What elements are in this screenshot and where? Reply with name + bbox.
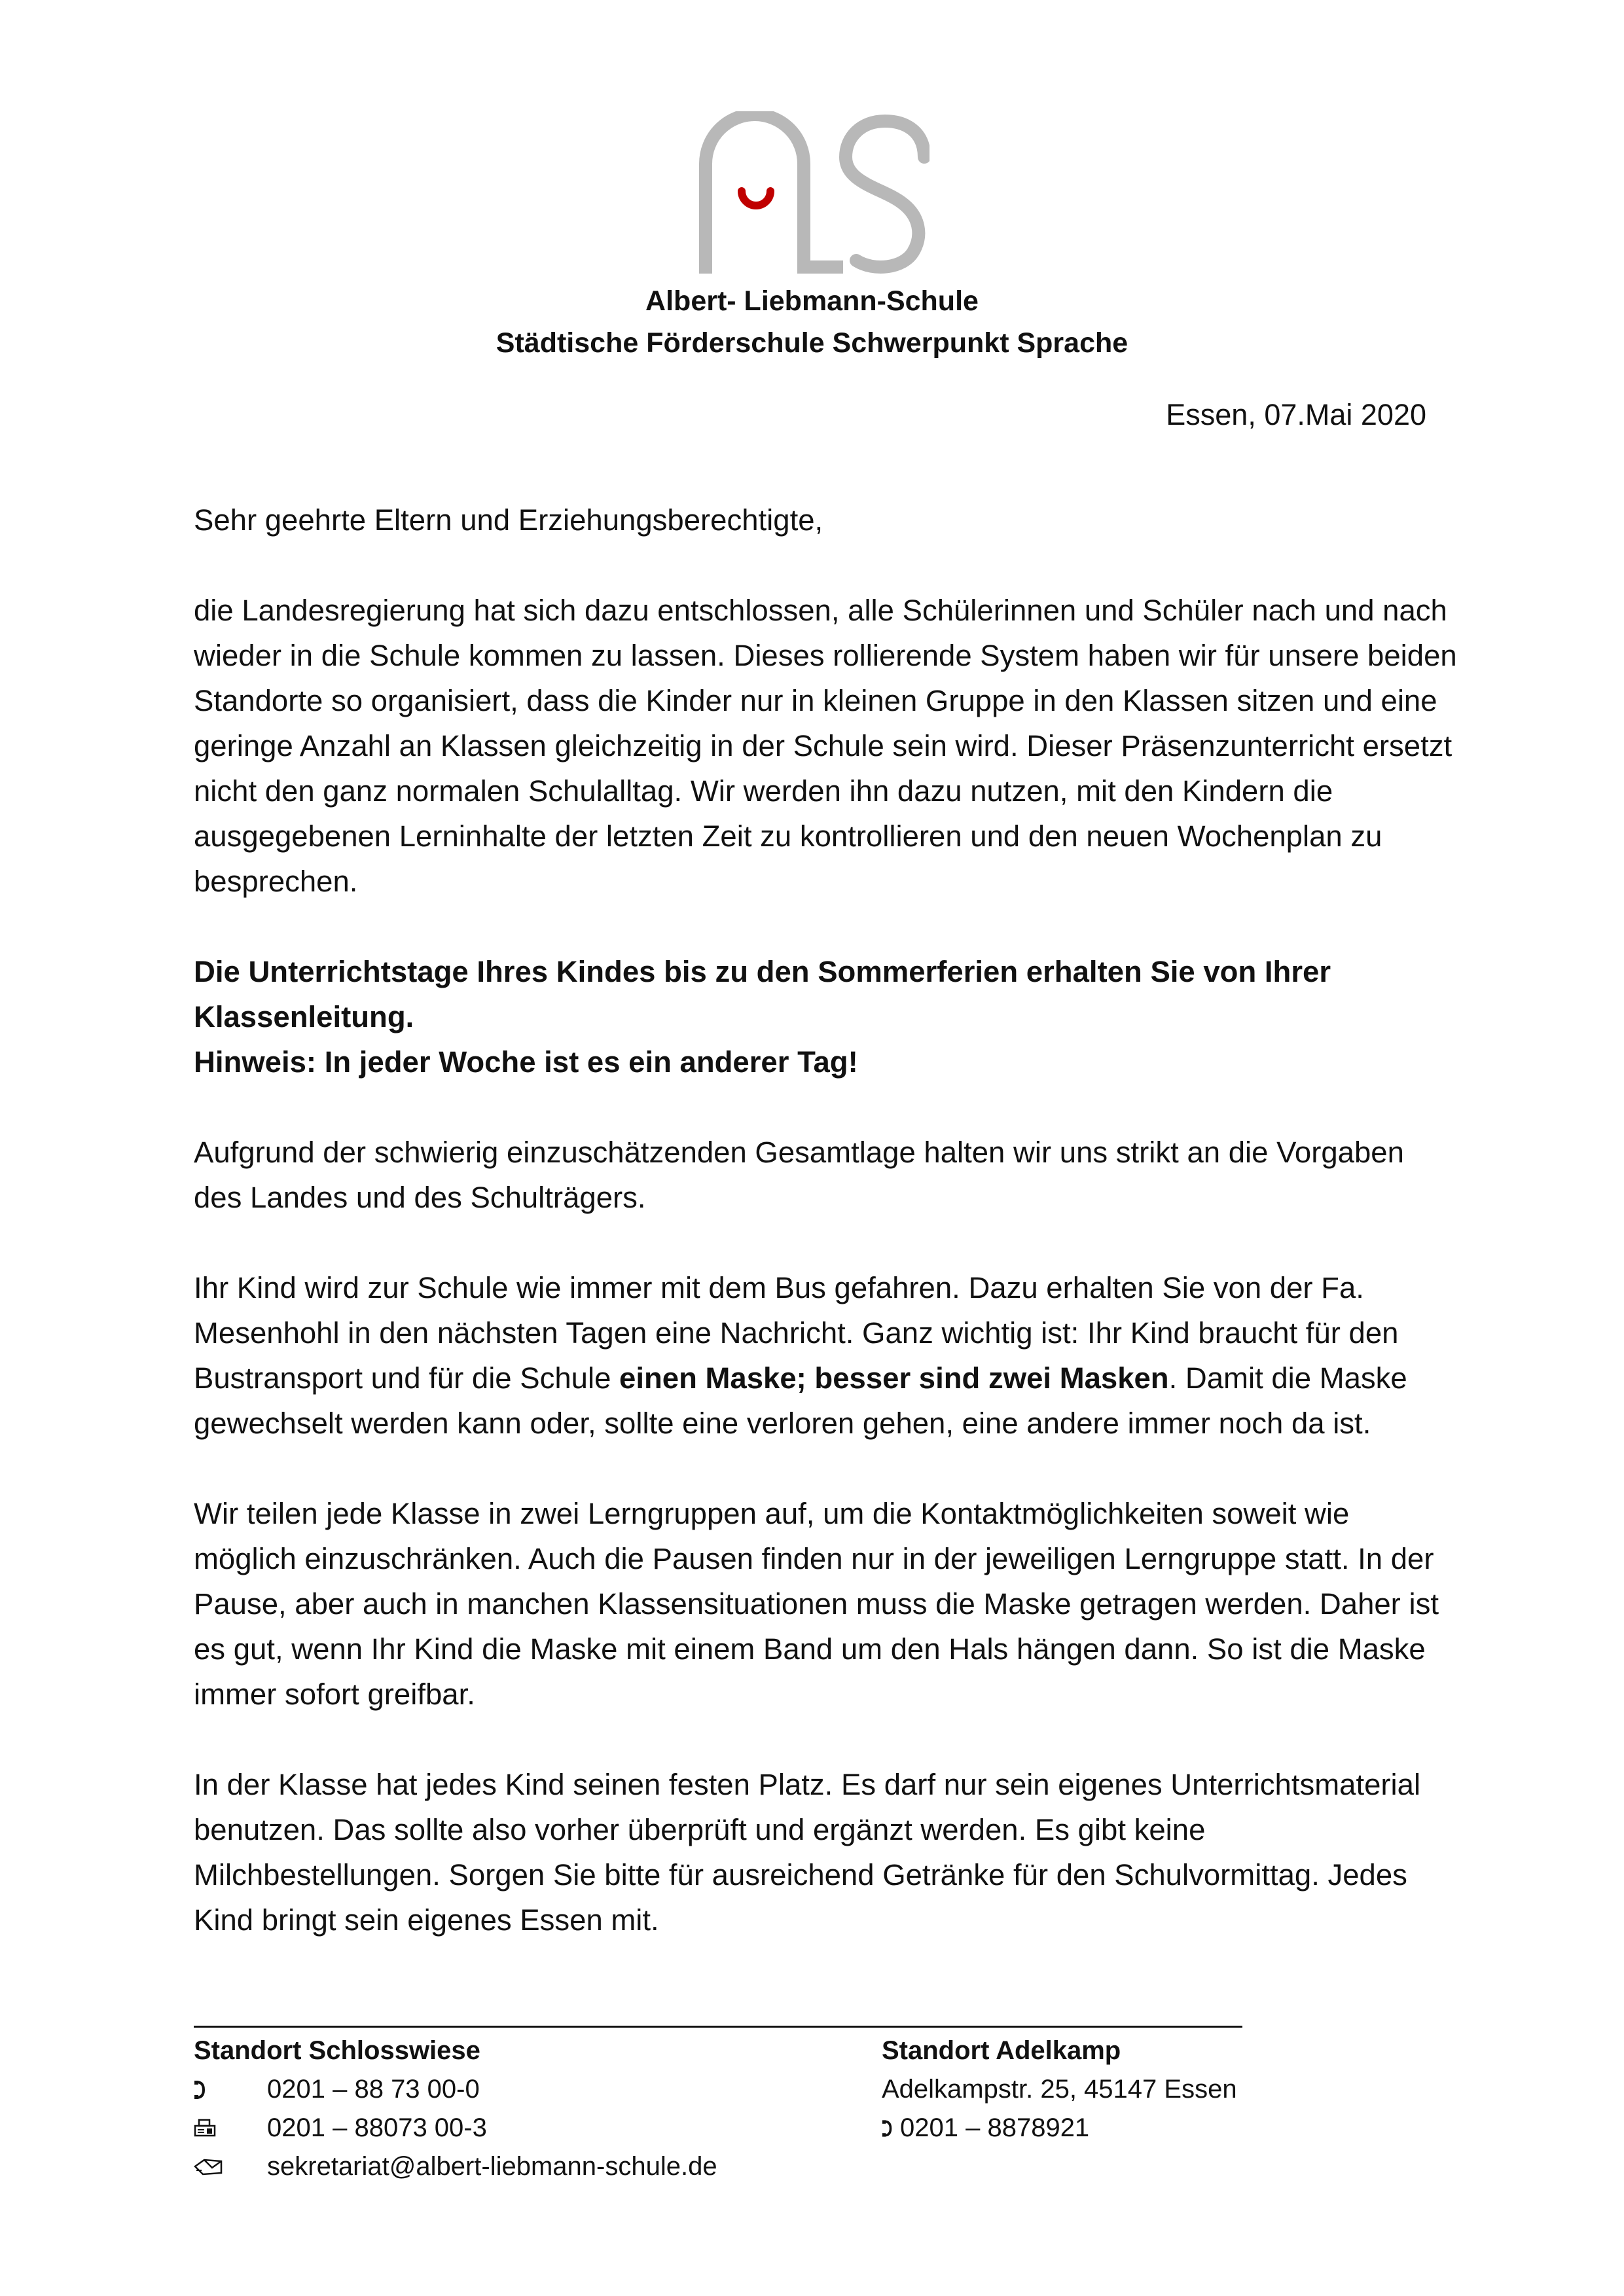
school-name: Albert- Liebmann-Schule	[645, 285, 979, 317]
footer-location-schlosswiese	[194, 2032, 835, 2186]
paragraph-intro: die Landesregierung hat sich dazu entschlossen, alle Schülerinnen und Schüler nach und nach wieder in die Schule kommen zu lassen. Dieses rollierende System haben wir für unsere beiden Standorte so organisiert, dass die Kinder nur in kleinen Gruppe in den Klassen sitzen und eine geringe Anzahl an Klassen gleichzeitig in der Schule sein wird. Dieser Präsenzunterricht ersetzt nicht den ganz normalen Schulalltag. Wir werden ihn dazu nutzen, mit den Kindern die ausgegebenen Lerninhalte der letzten Zeit zu kontrollieren und den neuen Wochenplan zu besprechen.	[194, 594, 1457, 898]
bus-text: Ihr Kind wird zur Schule wie immer mit dem Bus gefahren. Dazu erhalten Sie von der Fa. Mesenhohl in den nächsten Tagen eine Nachricht. Ganz wichtig ist: Ihr Kind braucht für den Bustransport und für die Schule	[194, 1271, 1399, 1395]
paragraph-bus-masks	[194, 1265, 1457, 1446]
address: Adelkampstr. 25, 45147 Essen	[882, 2075, 1237, 2104]
logo-letter-s	[846, 121, 924, 267]
phone-icon	[882, 2110, 900, 2149]
phone-number: 0201 – 88 73 00-0	[267, 2075, 480, 2104]
bold-notice: Die Unterrichtstage Ihres Kindes bis zu den Sommerferien erhalten Sie von Ihrer Klassenleitung.	[194, 955, 1331, 1033]
letter-date: Essen, 07.Mai 2020	[1166, 398, 1426, 431]
logo-smile	[742, 191, 770, 206]
mail-icon	[194, 2157, 267, 2177]
school-subtitle: Städtische Förderschule Schwerpunkt Sprache	[496, 327, 1128, 359]
phone-row	[194, 2070, 835, 2109]
location-heading: Standort Schlosswiese	[194, 2036, 480, 2065]
phone-number: 0201 – 8878921	[900, 2113, 1090, 2142]
email-address[interactable]: sekretariat@albert-liebmann-schule.de	[267, 2152, 717, 2181]
salutation: Sehr geehrte Eltern und Erziehungsberechtigte,	[194, 503, 823, 537]
footer-divider	[194, 2026, 1242, 2028]
paragraph-classroom: In der Klasse hat jedes Kind seinen festen Platz. Es darf nur sein eigenes Unterrichtsmaterial benutzen. Das sollte also vorher überprüft und ergänzt werden. Es gibt keine Milchbestellungen. Sorgen Sie bitte für ausreichend Getränke für den Schulvormittag. Jedes Kind bringt sein eigenes Essen mit.	[194, 1768, 1421, 1937]
fax-row	[194, 2109, 835, 2147]
fax-number: 0201 – 88073 00-3	[267, 2113, 487, 2142]
fax-icon	[194, 2119, 267, 2138]
email-row	[194, 2147, 835, 2186]
footer-location-adelkamp	[882, 2032, 1340, 2149]
school-logo	[694, 111, 929, 275]
mask-text: . Damit die Maske gewechselt werden kann oder, sollte eine verloren gehen, eine andere immer noch da ist.	[194, 1361, 1407, 1440]
paragraph-guidelines: Aufgrund der schwierig einzuschätzenden Gesamtlage halten wir uns strikt an die Vorgaben des Landes und des Schulträgers.	[194, 1136, 1404, 1214]
logo-letter-a	[706, 115, 804, 274]
location-heading: Standort Adelkamp	[882, 2036, 1121, 2065]
logo-graphic	[694, 111, 929, 275]
phone-icon	[194, 2080, 267, 2100]
letter-body	[194, 497, 1457, 1988]
phone-row	[882, 2109, 1340, 2149]
bold-hint: Hinweis: In jeder Woche ist es ein anderer Tag!	[194, 1045, 858, 1079]
paragraph-learning-groups: Wir teilen jede Klasse in zwei Lerngruppen auf, um die Kontaktmöglichkeiten soweit wie möglich einzuschränken. Auch die Pausen finden nur in der jeweiligen Lerngruppe statt. In der Pause, aber auch in manchen Klassensituationen muss die Maske getragen werden. Daher ist es gut, wenn Ihr Kind die Maske mit einem Band um den Hals hängen dann. So ist die Maske immer sofort greifbar.	[194, 1497, 1439, 1711]
mask-emphasis: einen Maske; besser sind zwei Masken	[619, 1361, 1169, 1395]
